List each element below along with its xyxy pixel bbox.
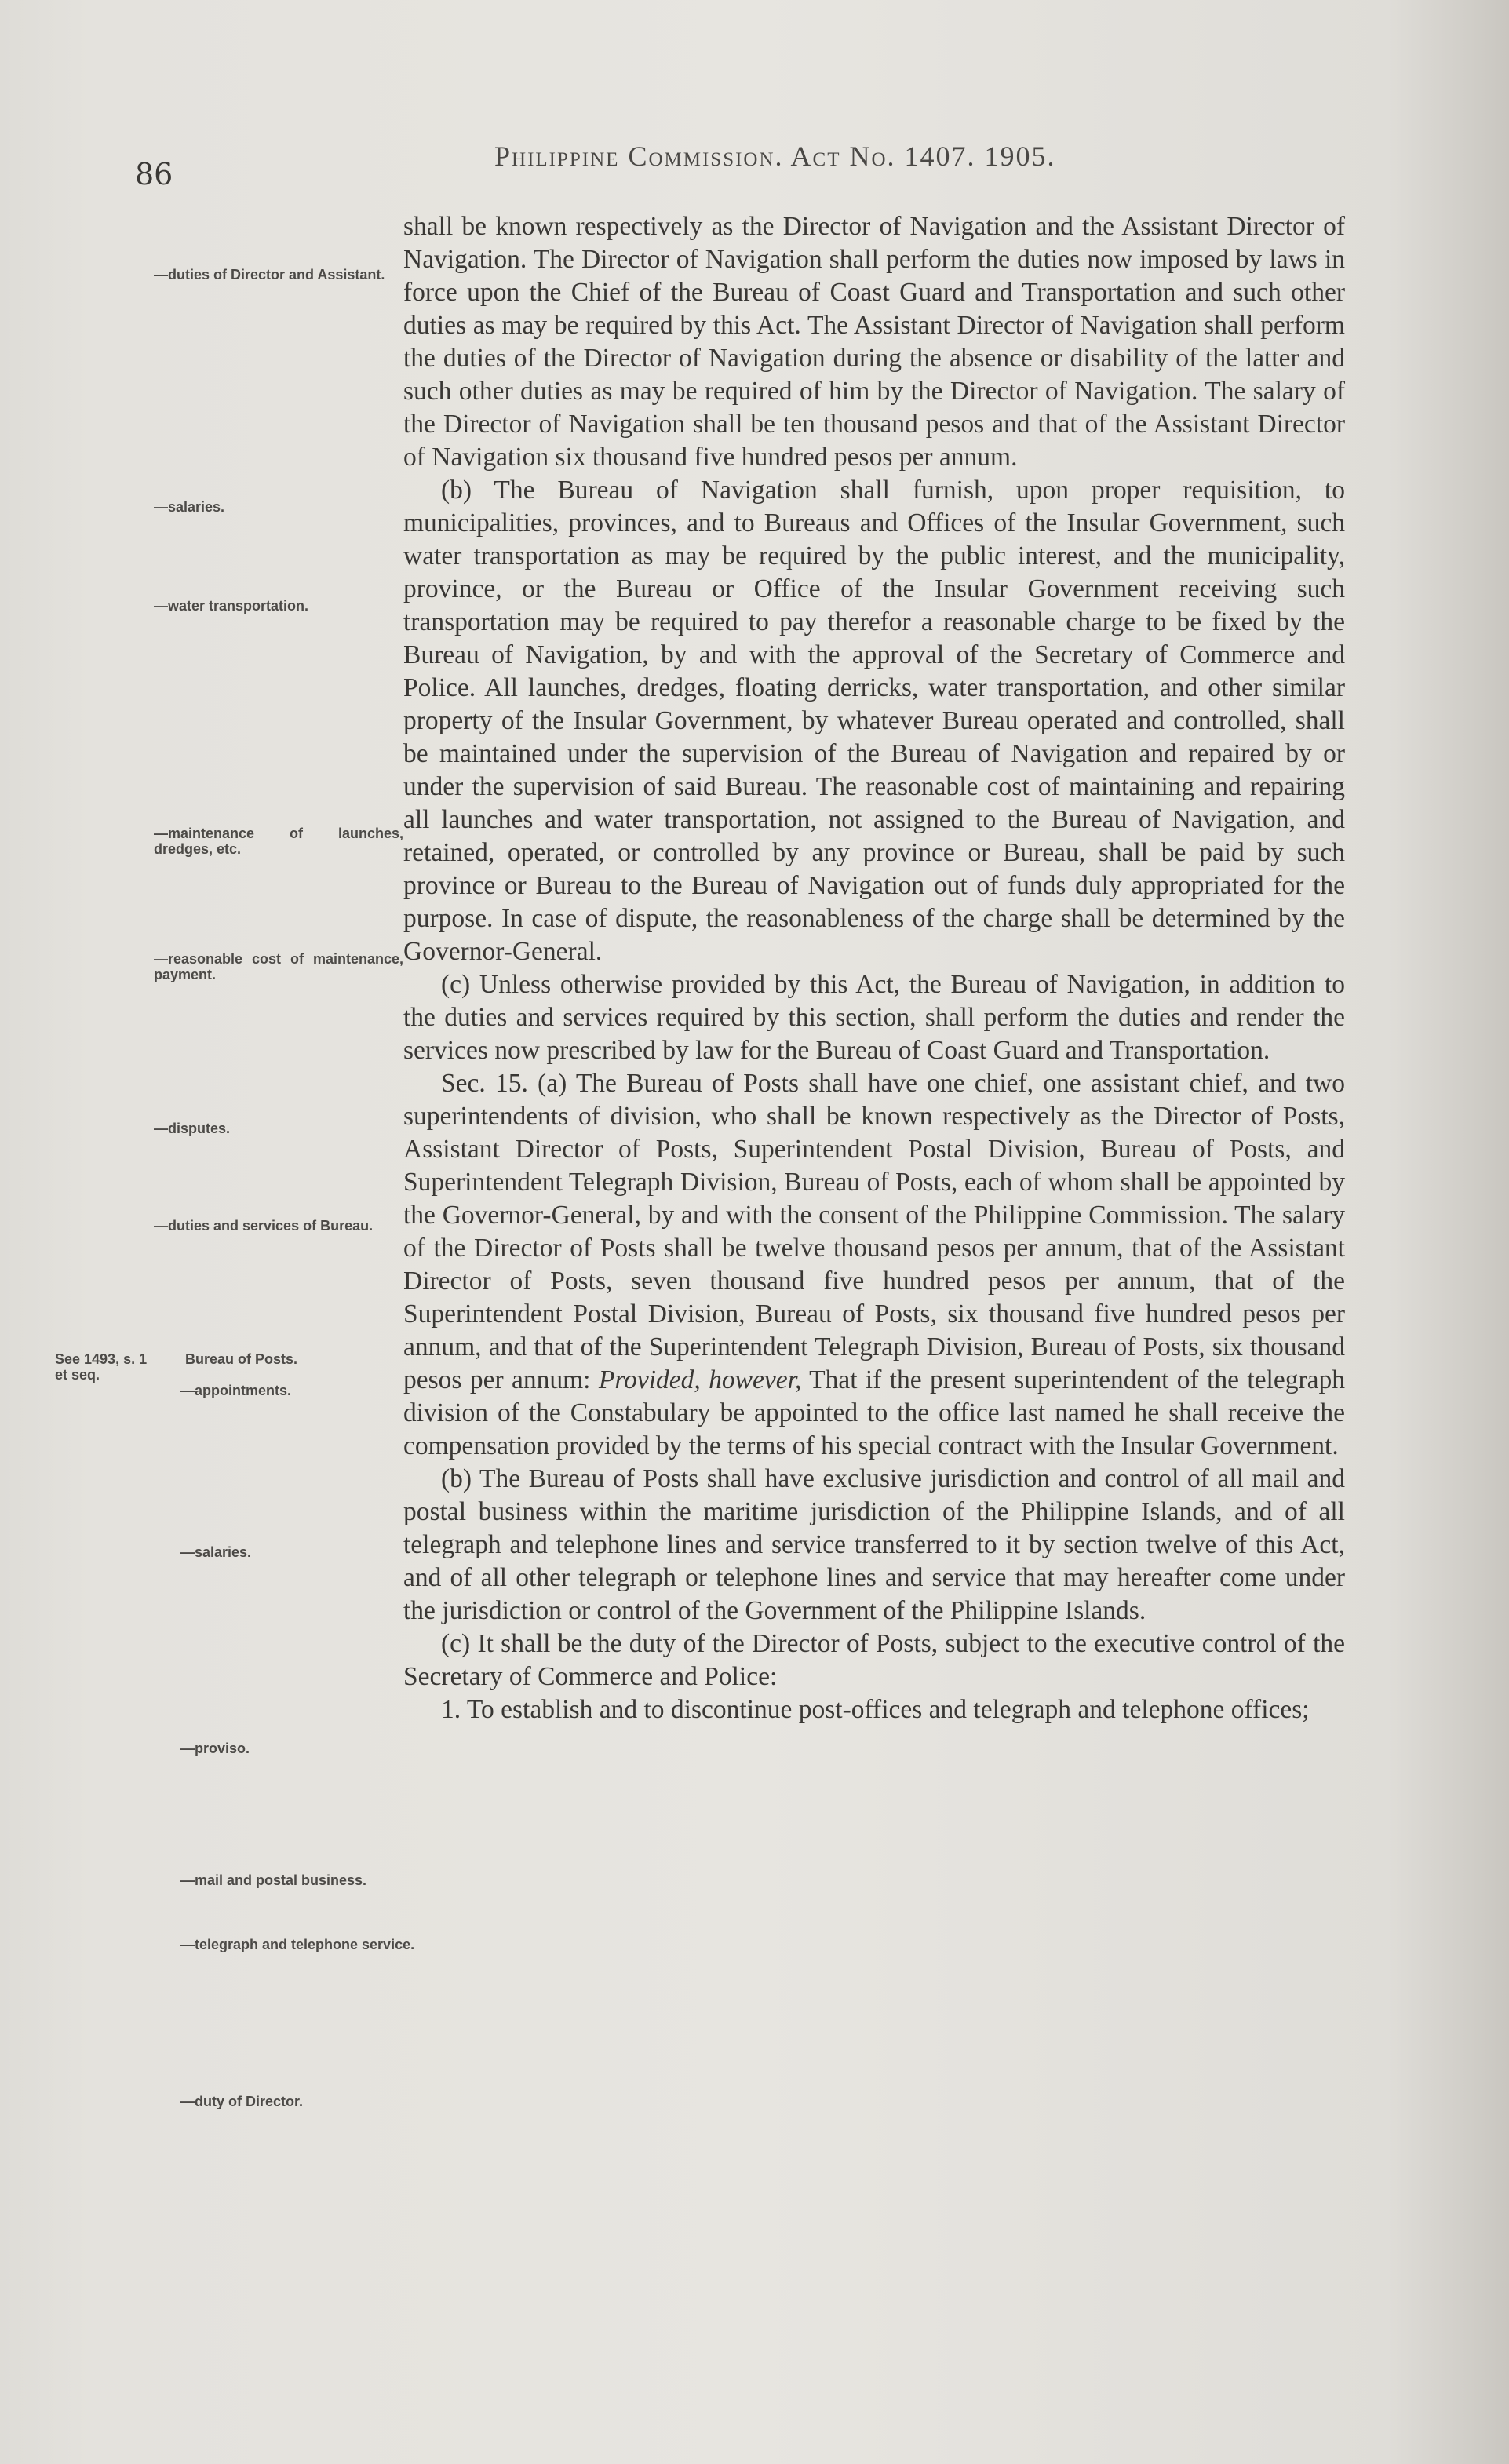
section-paragraph [403,1067,1345,1463]
body-text [403,210,1345,1726]
paragraph: 1. To establish and to discontinue post-offices and telegraph and telephone offices; [441,1695,1310,1724]
paragraph: (c) Unless otherwise provided by this Act, the Bureau of Navigation, in addition to the duties and services required by this section, shall perform the duties and render the services now prescribed by law for the Bureau of Coast Guard and Transportation. [403,970,1345,1065]
margin-note-reasonable-cost: —reasonable cost of maintenance, payment. [154,951,403,982]
paragraph: (b) The Bureau of Navigation shall furnish, upon proper requisition, to municipalities, provinces, and to Bureaus and Offices of the Insular Government, such water transportation as may be required by the public interest, and the municipality, province, or the Bureau or Office of the Insular Government receiving such transportation may be required to pay therefor a reasonable charge to be fixed by the Bureau of Navigation, by and with the approval of the Secretary of Commerce and Police. All launches, dredges, floating derricks, water transportation, and other similar property of the Insular Government, by whatever Bureau operated and controlled, shall be maintained under the supervision of the Bureau of Navigation and repaired by or under the supervision of said Bureau. The reasonable cost of maintaining and repairing all launches and water transportation, not assigned to the Bureau of Navigation, and retained, operated, or controlled by any province or Bureau, shall be paid by such province or Bureau to the Bureau of Navigation out of funds duly appropriated for the purpose. In case of dispute, the reasonableness of the charge shall be determined by the Governor-General. [403,476,1345,966]
margin-note-proviso: —proviso. [180,1740,250,1756]
paragraph: (c) It shall be the duty of the Director of Posts, subject to the executive control of the Secretary of Commerce and Police: [403,1629,1345,1691]
running-head: Philippine Commission. Act No. 1407. 1905. [494,140,1056,172]
margin-note-mail-postal: —mail and postal business. [180,1872,367,1888]
margin-note-appointments: —appointments. [180,1383,292,1398]
paragraph: (b) The Bureau of Posts shall have exclusive jurisdiction and control of all mail and postal business within the maritime jurisdiction of the Philippine Islands, and of all telegraph and telephone lines and service transferred to it by section twelve of this Act, and of all other telegraph or telephone lines and service that may hereafter come under the jurisdiction or control of the Government of the Philippine Islands. [403,1464,1345,1625]
proviso-text: Provided, however, [598,1365,802,1394]
citation-note: See 1493, s. 1 et seq. [55,1351,148,1383]
margin-note-water-transportation: —water transportation. [154,598,309,614]
page-number: 86 [135,157,173,191]
margin-note-disputes: —disputes. [154,1121,231,1136]
margin-note-salaries-posts: —salaries. [180,1544,252,1560]
paragraph-text: That if the present superintendent of the telegraph division of the Constabulary be appointed to the office last named he shall receive the compensation provided by the terms of his special contract with the Insular Government. [403,1365,1346,1460]
paragraph: shall be known respectively as the Director of Navigation and the Assistant Director of Navigation. The Director of Navigation shall perform the duties now imposed by laws in force upon the Chief of the Bureau of Coast Guard and Transportation and such other duties as may be required by this Act. The Assistant Director of Navigation shall perform the duties of the Director of Navigation during the absence or disability of the latter and such other duties as may be required of him by the Director of Navigation. The salary of the Director of Navigation shall be ten thousand pesos and that of the Assistant Director of Navigation six thousand five hundred pesos per annum. [403,212,1345,472]
margin-note-duties-director: —duties of Director and Assistant. [154,267,385,282]
margin-note-salaries: —salaries. [154,499,225,515]
margin-note-telegraph: —telegraph and telephone service. [180,1937,415,1952]
paragraph-text: Sec. 15. (a) The Bureau of Posts shall have one chief, one assistant chief, and two superintendents of division, who shall be known respectively as the Director of Posts, Assistant Director of Posts, Superintendent Postal Division, Bureau of Posts, and Superintendent Telegraph Division, Bureau of Posts, each of whom shall be appointed by the Governor-General, by and with the consent of the Philippine Commission. The salary of the Director of Posts shall be twelve thousand pesos per annum, that of the Assistant Director of Posts, seven thousand five hundred pesos per annum, that of the Superintendent Postal Division, Bureau of Posts, six thousand five hundred pesos per annum, and that of the Superintendent Telegraph Division, Bureau of Posts, six thousand pesos per annum: [403,1069,1345,1394]
margin-note-bureau-of-posts: Bureau of Posts. [185,1351,298,1367]
margin-note-maintenance: —maintenance of launches, dredges, etc. [154,826,403,857]
margin-note-duties-services: —duties and services of Bureau. [154,1218,374,1234]
margin-note-duty-director: —duty of Director. [180,2094,304,2109]
